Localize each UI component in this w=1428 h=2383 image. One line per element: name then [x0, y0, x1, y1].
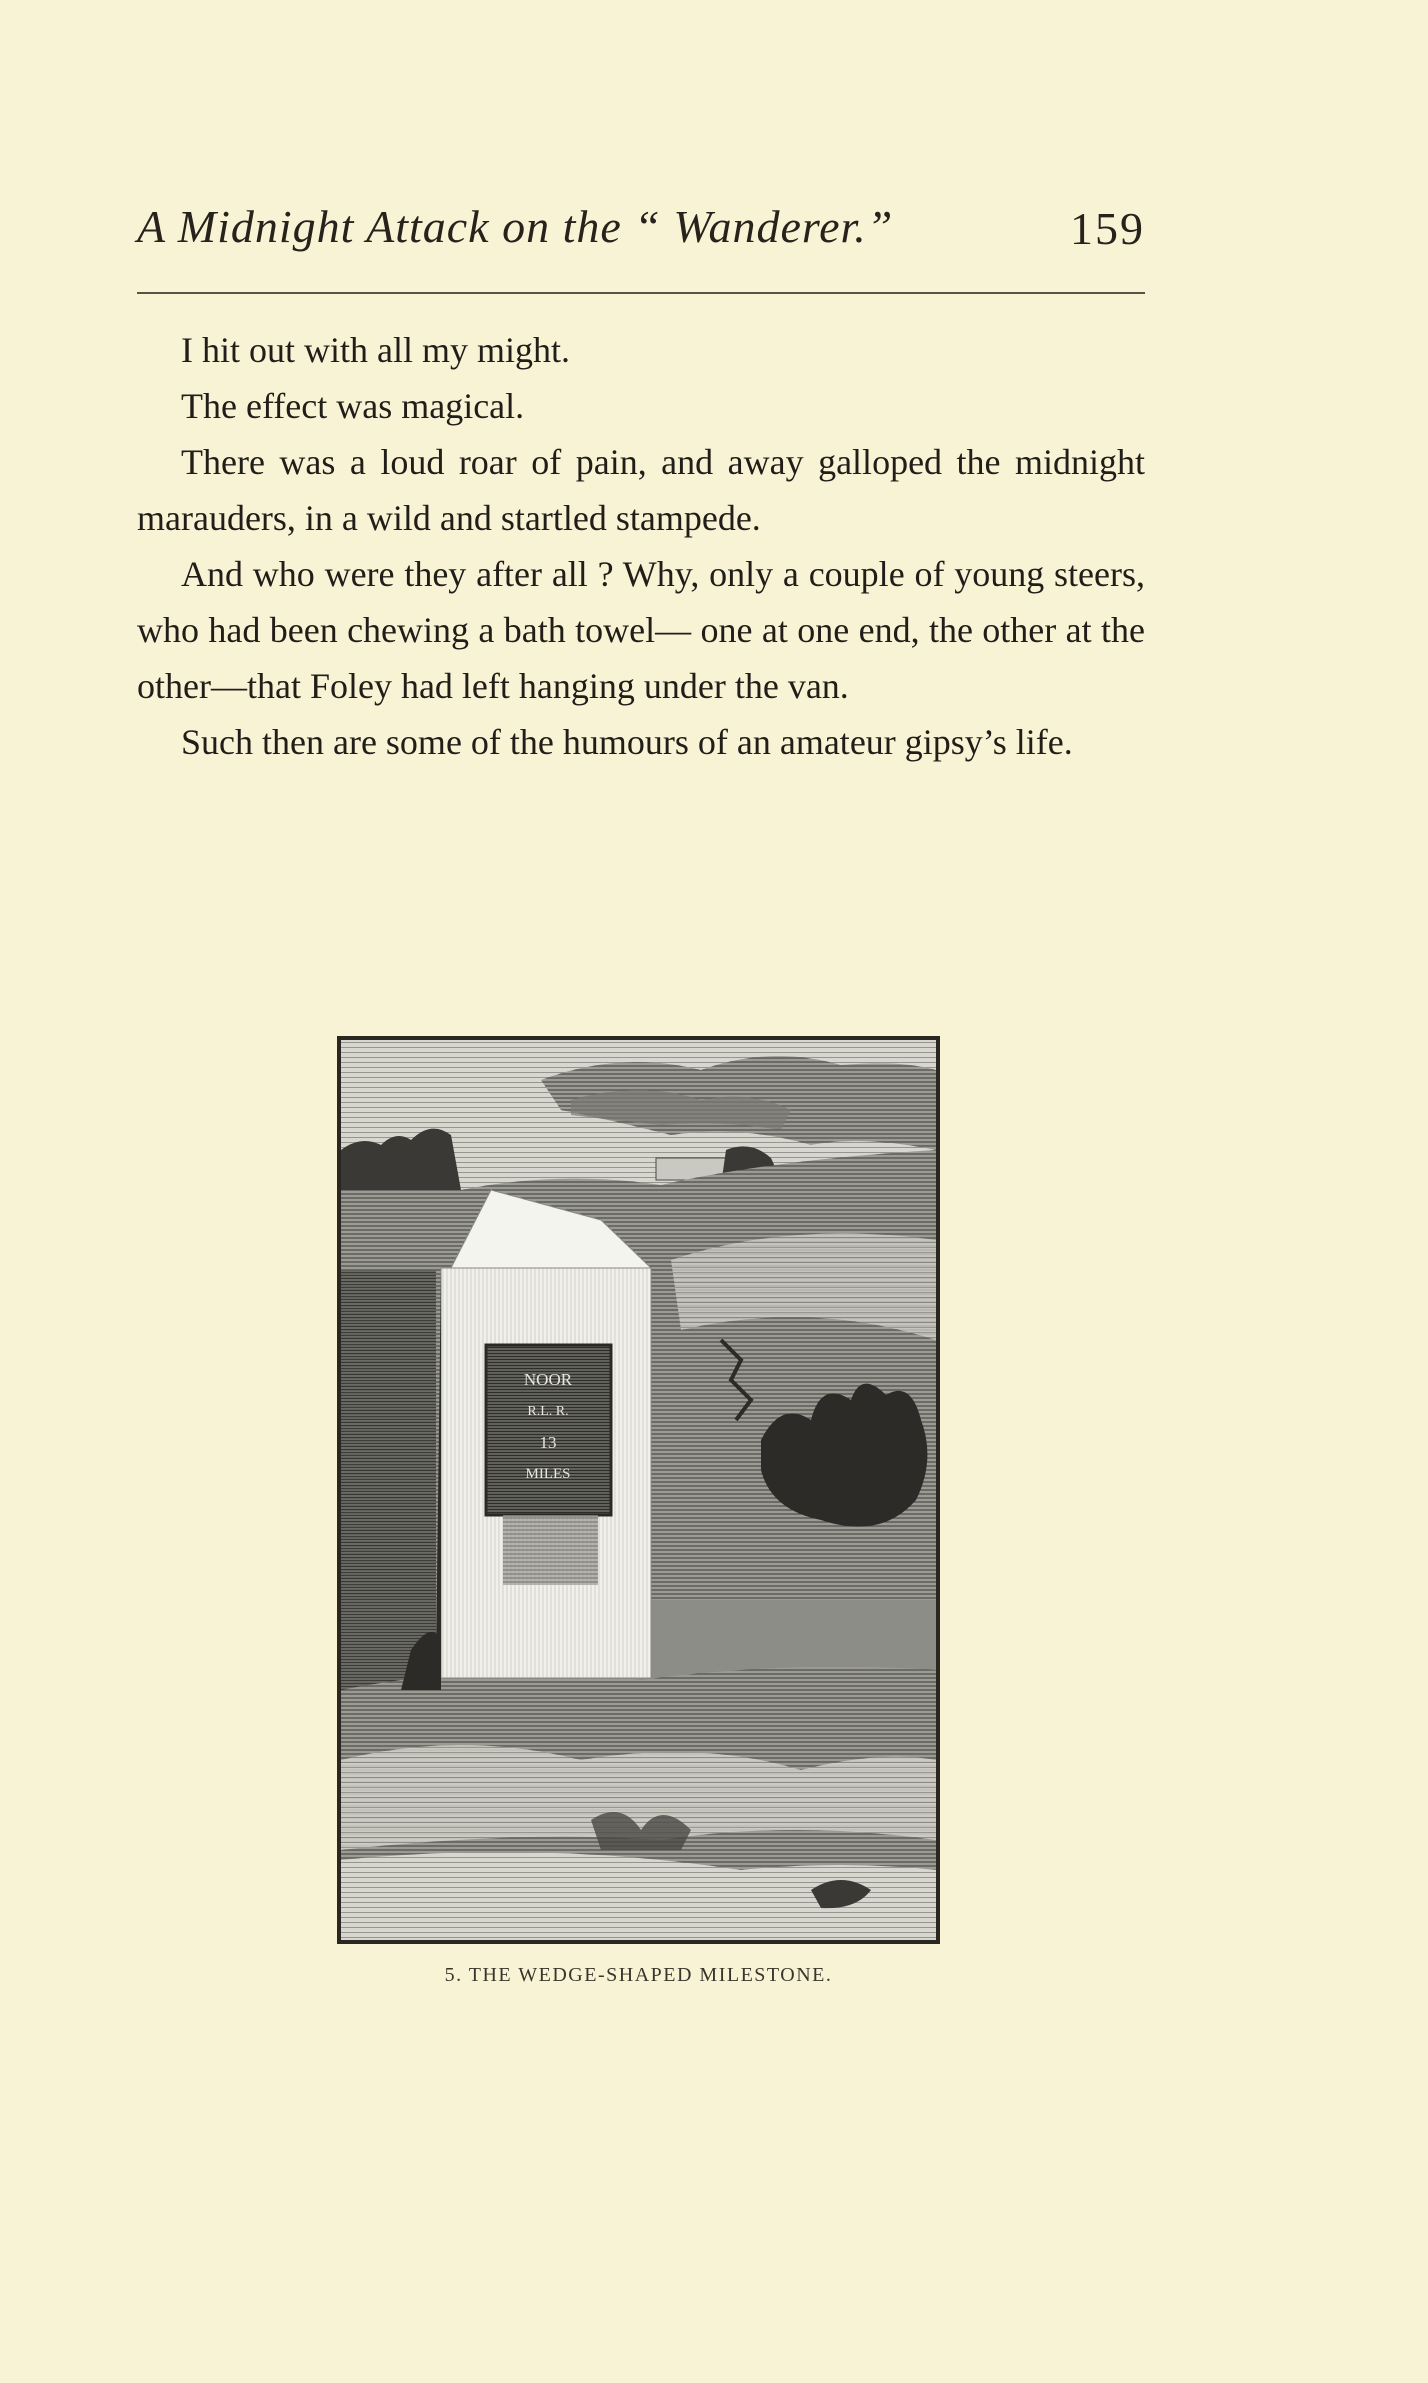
paragraph-1: I hit out with all my might.: [181, 330, 570, 370]
running-title: A Midnight Attack on the “ Wanderer.”: [137, 201, 894, 252]
figure-caption: 5. THE WEDGE-SHAPED MILESTONE.: [444, 1964, 833, 1986]
paragraph-5: Such then are some of the humours of an amateur gipsy’s life.: [181, 722, 1073, 762]
plaque-line-3: 13: [539, 1433, 557, 1452]
plaque-line-4: MILES: [525, 1466, 571, 1482]
page-number: 159: [1070, 203, 1145, 254]
body-text: [137, 322, 1145, 770]
paragraph-2: The effect was magical.: [181, 386, 525, 426]
plaque-line-1: NOOR: [523, 1370, 573, 1389]
page-header: [137, 200, 1145, 270]
paragraph-3: There was a loud roar of pain, and away galloped the midnight marauders, in a wild and startled stampede.: [137, 442, 1145, 538]
plaque-line-2: R.L. R.: [527, 1404, 569, 1419]
paragraph-4: And who were they after all ? Why, only a couple of young steers, who had been chewing a bath towel— one at one end, the other at the other—that Foley had left hanging under the van.: [137, 554, 1145, 706]
engraving-drawing: [341, 1040, 936, 1940]
header-rule: [137, 292, 1145, 294]
milestone-illustration: [337, 1036, 940, 1944]
